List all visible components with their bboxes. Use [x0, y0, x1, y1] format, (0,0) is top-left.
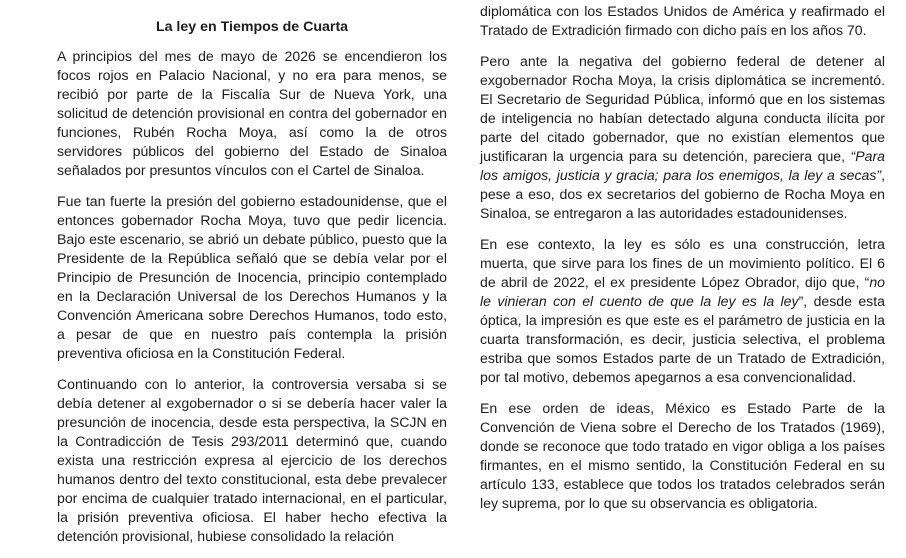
paragraph-right-3-quote: no le vinieran con el cuento de que la ley es la ley — [480, 274, 885, 309]
paragraph-right-3-text-b: ”, desde esta óptica, la impresión es que este es el parámetro de justicia en la cuarta transformación, es decir, justicia selectiva, el problema estriba que somos Estados parte de un Tratado de Extradición, por tal motivo, debemos apegarnos a esa convencionalidad. — [480, 293, 885, 385]
paragraph-right-2-text-a: Pero ante la negativa del gobierno federal de detener al exgobernador Rocha Moya, la crisis diplomática se incrementó. El Secretario de Seguridad Pública, informó que en los sistemas de inteligencia no habían detectado alguna conducta ilícita por parte del citado gobernador, que no existían elementos que justificaran la urgencia para su detención, pareciera que, — [480, 53, 885, 164]
paragraph-right-2-text-b: , pese a eso, dos ex secretarios del gobierno de Rocha Moya en Sinaloa, se entregaron a las autoridades estadounidenses. — [480, 167, 885, 221]
paragraph-right-2 — [480, 52, 885, 223]
left-column — [57, 18, 447, 558]
paragraph-left-3: Continuando con lo anterior, la controversia versaba si se debía detener al exgobernador o si se debería hacer valer la presunción de inocencia, desde esta perspectiva, la SCJN en la Contradicción de Tesis 293/2011 determinó que, cuando exista una restricción expresa al ejercicio de los derechos humanos dentro del texto constitucional, esta debe prevalecer por encima de cualquier tratado internacional, en el particular, la prisión preventiva oficiosa. El haber hecho efectiva la detención provisional, hubiese consolidado la relación — [57, 376, 447, 544]
paragraph-right-1: diplomática con los Estados Unidos de América y reafirmado el Tratado de Extradición firmado con dicho país en los años 70. — [480, 3, 885, 38]
document-title: La ley en Tiempos de Cuarta — [155, 19, 349, 35]
right-column — [480, 2, 885, 525]
paragraph-left-1: A principios del mes de mayo de 2026 se encendieron los focos rojos en Palacio Nacional, y no era para menos, se recibió por parte de la Fiscalía Sur de Nueva York, una solicitud de detención provisional en contra del gobernador en funciones, Rubén Rocha Moya, así como la de otros servidores públicos del gobierno del Estado de Sinaloa señalados por presuntos vínculos con el Cartel de Sinaloa. — [57, 48, 447, 178]
paragraph-left-2: Fue tan fuerte la presión del gobierno estadounidense, que el entonces gobernador Rocha Moya, tuvo que pedir licencia. Bajo este escenario, se abrió un debate público, puesto que la Presidente de la República señaló que se debía velar por el Principio de Presunción de Inocencia, principio contemplado en la Declaración Universal de los Derechos Humanos y la Convención Americana sobre Derechos Humanos, todo esto, a pesar de que en nuestro país contempla la prisión preventiva oficiosa en la Constitución Federal. — [57, 193, 447, 361]
paragraph-right-3 — [480, 235, 885, 387]
paragraph-right-2-quote: “Para los amigos, justicia y gracia; para los enemigos, la ley a secas” — [480, 148, 885, 183]
paragraph-right-3-text-a: En ese contexto, la ley es sólo es una construcción, letra muerta, que sirve para los fines de un movimiento político. El 6 de abril de 2022, el ex presidente López Obrador, dijo que, “ — [480, 236, 885, 290]
paragraph-right-4: En ese orden de ideas, México es Estado Parte de la Convención de Viena sobre el Derecho de los Tratados (1969), donde se reconoce que todo tratado en vigor obliga a los países firmantes, en el mismo sentido, la Constitución Federal en su artículo 133, establece que todos los tratados celebrados serán ley suprema, por lo que su observancia es obligatoria. — [480, 400, 885, 511]
